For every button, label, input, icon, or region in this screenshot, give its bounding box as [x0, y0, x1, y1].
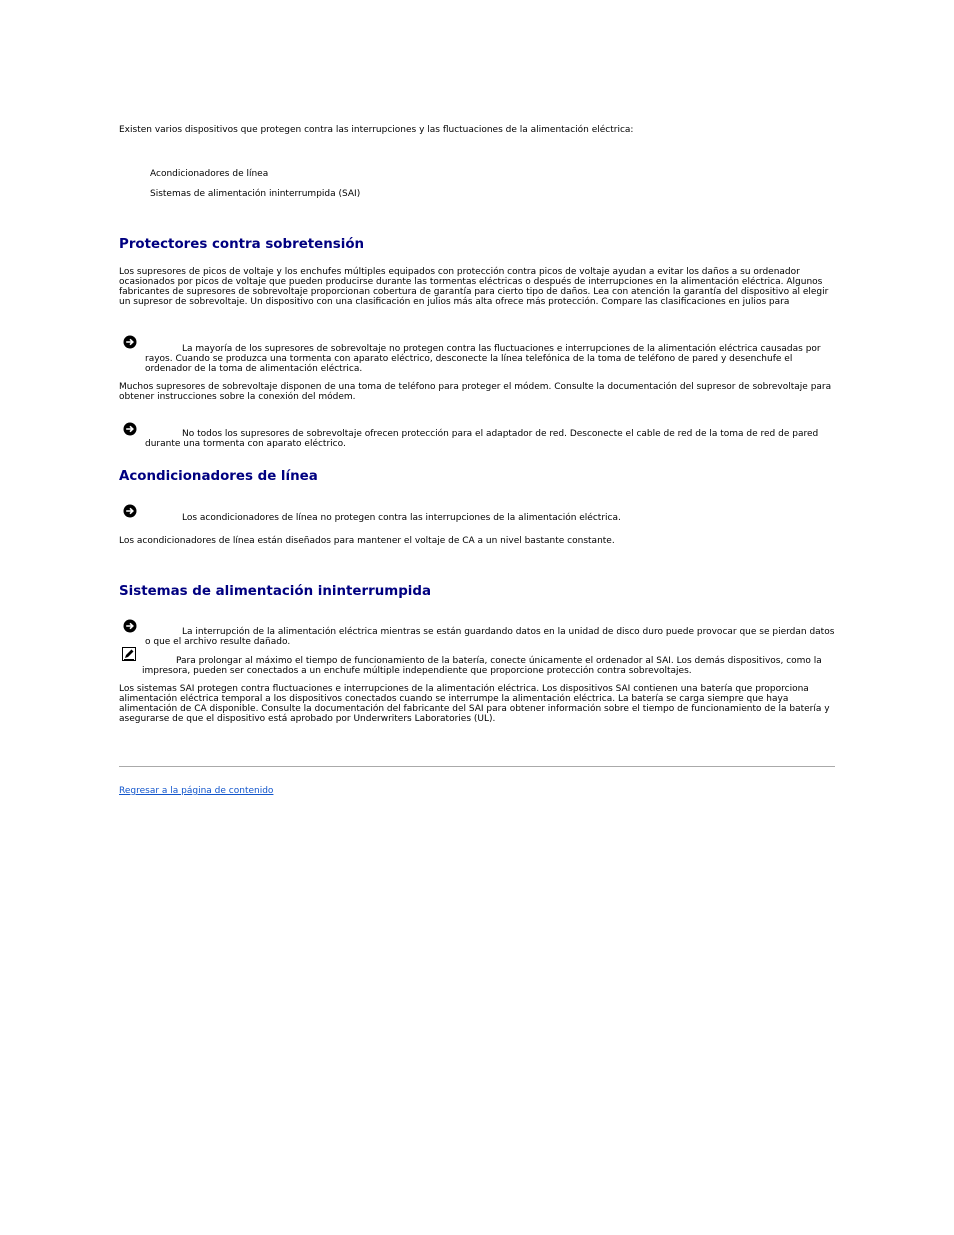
- notice-text: No todos los supresores de sobrevoltaje ofrecen protección para el adaptador de red. Desconecte el cable de red de la toma de red de pared durante una tormenta con aparato eléctrico.: [145, 429, 819, 449]
- notice-text: La mayoría de los supresores de sobrevoltaje no protegen contra las fluctuaciones e interrupciones de la alimentación eléctrica causadas por rayos. Cuando se produzca una tormenta con aparato eléctrico, desconecte la línea telefónica de la toma de teléfono de pared y desenchufe el ordenador de la toma de alimentación eléctrica.: [145, 344, 821, 374]
- note-pencil-icon: [122, 646, 136, 660]
- notice-icon: [123, 618, 137, 632]
- line-conditioner-paragraph: Los acondicionadores de línea están diseñados para mantener el voltaje de CA a un nivel bastante constante.: [119, 536, 615, 546]
- notice-icon: [123, 503, 137, 517]
- surge-paragraph-2: Muchos supresores de sobrevoltaje disponen de una toma de teléfono para proteger el módem. Consulte la documentación del supresor de sobrevoltaje para obtener instrucciones sobre la conexión del módem.: [119, 382, 832, 402]
- note-text: Para prolongar al máximo el tiempo de funcionamiento de la batería, conecte únicamente el ordenador al SAI. Los demás dispositivos, como la impresora, pueden ser conectados a un enchufe múltiple independiente que proporcione protección contra sobrevoltajes.: [142, 656, 822, 676]
- section-heading-ups: Sistemas de alimentación ininterrumpida: [119, 584, 431, 599]
- section-heading-surge-protectors: Protectores contra sobretensión: [119, 237, 365, 252]
- section-heading-line-conditioners: Acondicionadores de línea: [119, 469, 318, 484]
- notice-icon: [123, 421, 137, 435]
- notice-text: Los acondicionadores de línea no protegen contra las interrupciones de la alimentación eléctrica.: [182, 513, 621, 523]
- back-to-contents-link[interactable]: Regresar a la página de contenido: [119, 786, 274, 796]
- ups-paragraph: Los sistemas SAI protegen contra fluctuaciones e interrupciones de la alimentación eléctrica. Los dispositivos SAI contienen una batería que proporciona alimentación eléctrica temporal a los dispositivos conectados cuando se interrumpe la alimentación eléctrica. La batería se carga siempre que haya alimentación de CA disponible. Consulte la documentación del fabricante del SAI para obtener información sobre el tiempo de funcionamiento de la batería y asegurarse de que el dispositivo está aprobado por Underwriters Laboratories (UL).: [119, 684, 830, 724]
- list-item: Sistemas de alimentación ininterrumpida (SAI): [150, 189, 361, 199]
- notice-icon: [123, 334, 137, 348]
- surge-paragraph-1: Los supresores de picos de voltaje y los enchufes múltiples equipados con protección contra picos de voltaje ayudan a evitar los daños a su ordenador ocasionados por picos de voltaje que pueden producirse durante las tormentas eléctricas o después de interrupciones en la alimentación eléctrica. Algunos fabricantes de supresores de sobrevoltaje proporcionan cobertura de garantía para cierto tipo de daños. Lea con atención la garantía del dispositivo al elegir un supresor de sobrevoltaje. Un dispositivo con una clasificación en julios más alta ofrece más protección. Compare las clasificaciones en julios para: [119, 267, 829, 307]
- list-item: Acondicionadores de línea: [150, 169, 269, 179]
- intro-text: Existen varios dispositivos que protegen contra las interrupciones y las fluctuaciones de la alimentación eléctrica:: [119, 125, 634, 135]
- notice-text: La interrupción de la alimentación eléctrica mientras se están guardando datos en la unidad de disco duro puede provocar que se pierdan datos o que el archivo resulte dañado.: [145, 627, 835, 647]
- divider: [119, 766, 835, 767]
